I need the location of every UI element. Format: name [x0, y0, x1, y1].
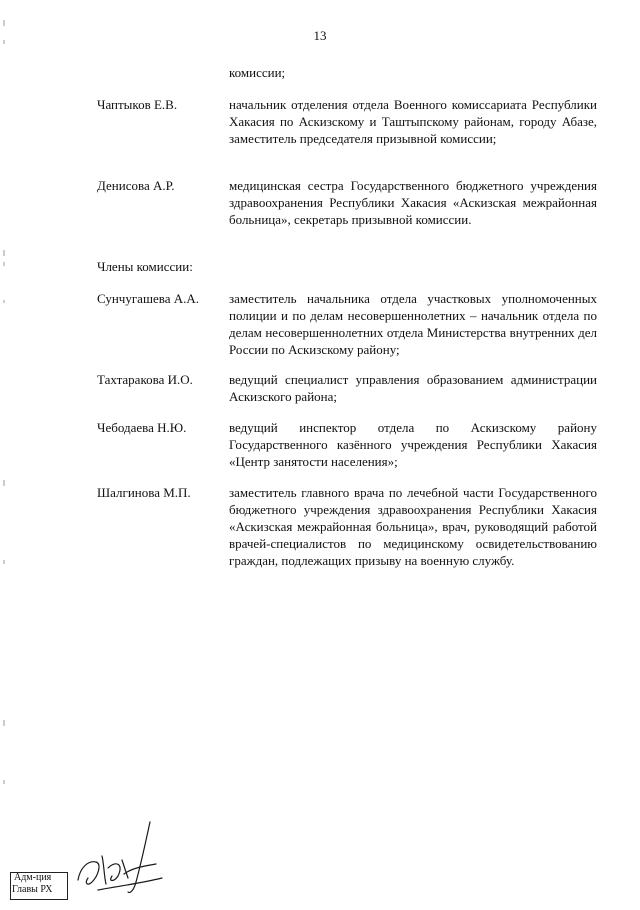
member-role: заместитель главного врача по лечебной части Государственного бюджетного учреждения здравоохранения Республики Хакасия «Аскизская межрайонная больница», врач, руководящий работой врачей-специалистов по медицинскому освидетельствованию граждан, подлежащих призыву на военную службу. — [229, 485, 597, 568]
office-stamp — [10, 868, 68, 899]
scan-margin-marks — [3, 0, 7, 905]
members-heading: Члены комиссии: — [97, 259, 193, 274]
member-name: Сунчугашева А.А. — [97, 291, 199, 306]
member-role: ведущий специалист управления образованием администрации Аскизского района; — [229, 372, 597, 404]
member-name: Чебодаева Н.Ю. — [97, 420, 187, 435]
member-role: заместитель начальника отдела участковых уполномоченных полиции и по делам несовершеннолетних – начальник отдела по делам несовершеннолетних отдела Министерства внутренних дел России по Аскизскому району; — [229, 291, 597, 357]
signature-graphic — [58, 820, 168, 900]
member-name: Шалгинова М.П. — [97, 485, 191, 500]
handwritten-signature — [58, 820, 168, 900]
official-name: Чаптыков Е.В. — [97, 97, 178, 112]
margin-dashes-graphic — [3, 0, 7, 905]
member-role: ведущий инспектор отдела по Аскизскому району Государственного казённого учреждения Республики Хакасия «Центр занятости населения»; — [229, 420, 597, 469]
stamp-line-2: Главы РХ — [12, 884, 53, 895]
continuation-text: комиссии; — [229, 65, 286, 80]
official-role: медицинская сестра Государственного бюджетного учреждения здравоохранения Республики Хакасия «Аскизская межрайонная больница», секретарь призывной комиссии. — [229, 178, 597, 227]
member-name: Тахтаракова И.О. — [97, 372, 193, 387]
official-role: начальник отделения отдела Военного комиссариата Республики Хакасия по Аскизскому и Таштыпскому районам, городу Абазе, заместитель председателя призывной комиссии; — [229, 97, 597, 146]
stamp-line-1: Адм-ция — [14, 872, 52, 883]
page-number: 13 — [313, 28, 327, 43]
official-name: Денисова А.Р. — [97, 178, 175, 193]
